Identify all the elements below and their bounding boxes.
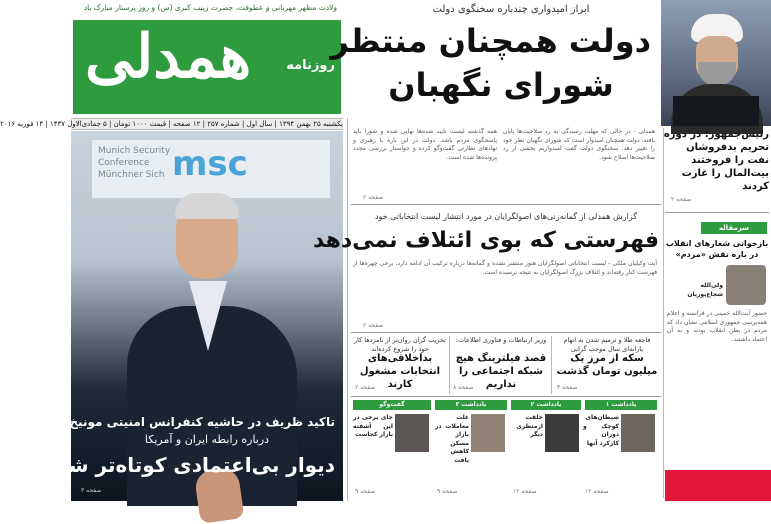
column-divider [347, 118, 348, 501]
masthead-tagline: ولادت مظهر مهربانی و عطوفت، حضرت زینب کبری (س) و روز پرستار مبارک باد [83, 3, 337, 12]
lead-headline-line-1[interactable]: دولت همچنان منتظر [330, 22, 651, 60]
lead-photo[interactable] [57, 131, 343, 501]
photo-page-ref: صفحه ۳ [81, 487, 102, 494]
brief-1-headline[interactable]: سکه از مرز یک میلیون تومان گذشت [556, 353, 658, 377]
lead-body-left: همه گذشته لیست تایید شده‌ها نهایی شده و شورا باید پاسخگوی مردم باشد. دولت در این باره با رهبری و نهادهای نظارتی گفت‌وگو کرده و خواستار بررسی مجدد پرونده‌ها شده است. [353, 128, 497, 161]
brief-divider [449, 336, 450, 394]
note-4-thumb [395, 414, 429, 452]
photo-caption-1: تاکید ظریف در حاشیه کنفرانس امنیتی مونیخ [69, 415, 335, 429]
newspaper-logo[interactable]: همدلی [85, 22, 252, 92]
note-2-thumb [545, 414, 579, 452]
brief-2-page-ref: صفحه ۸ [453, 384, 474, 391]
note-3-page-ref: صفحه ۹ [437, 488, 458, 495]
conference-backdrop [91, 139, 331, 199]
newspaper-logo-sub: روزنامه [286, 58, 335, 73]
second-kicker: گزارش همدلی از گمانه‌زنی‌های اصولگرایان در مورد انتشار لیست انتخاباتی خود [374, 212, 638, 221]
second-page-ref: صفحه ۲ [363, 322, 384, 329]
divider [351, 332, 661, 333]
president-page-ref: صفحه ۲ [671, 196, 692, 203]
brief-1-page-ref: صفحه ۴ [557, 384, 578, 391]
note-3-headline[interactable]: غلت معاملات در بازار مسکن کاهش یافت [435, 414, 469, 464]
divider [351, 204, 661, 205]
podium [673, 96, 759, 126]
brief-3-page-ref: صفحه ۲ [355, 384, 376, 391]
msc-line-1: Munich Security [98, 146, 171, 156]
brief-2-headline[interactable]: قصد فیلترینگ هیچ شبکه اجتماعی را نداریم [455, 353, 547, 390]
note-tab-1[interactable]: یادداشت ۱ [585, 400, 657, 410]
brief-divider [551, 336, 552, 394]
masthead [71, 0, 343, 118]
president-headline[interactable]: رئیس‌جمهور: در دوره تحریم بدفروشان نفت را فروختند بیت‌المال را غارت کردند [663, 129, 769, 192]
column-label: سرمقاله [701, 222, 767, 234]
brief-2-kicker: وزیر ارتباطات و فناوری اطلاعات: [455, 336, 547, 344]
date-strip: یکشنبه ۲۵ بهمن ۱۳۹۴ | سال اول | شماره ۲۵۷ | ۱۲ صفحه | قیمت ۱۰۰۰ تومان | ۵ جمادی‌الاول ۱۴۳۷ | ۱۴ فوریه ۲۰۱۶ [0, 120, 343, 128]
note-1-page-ref: صفحه ۱۲ [585, 488, 609, 495]
lead-body-right: همدلی - در حالی که مهلت رسیدگی به رد صلاحیت‌ها پایان یافته، دولت همچنان امیدوار است که شورای نگهبان نظر خود را تغییر دهد. سخنگوی دولت گفت امیدواریم بخشی از رد صلاحیت‌ها اصلاح شود. [503, 128, 655, 161]
photo-caption-2: درباره رابطه ایران و آمریکا [144, 433, 270, 446]
msc-line-2: Conference [98, 158, 150, 168]
note-tab-2[interactable]: یادداشت ۲ [511, 400, 581, 410]
note-1-headline[interactable]: شیطان‌های کوچک و دوران کارکرد آنها [583, 414, 619, 447]
second-body: آیت وکیلیان ملکی - لیست انتخاباتی اصولگرایان هنوز منتشر نشده و گمانه‌ها درباره ترکیب آن ادامه دارد. برخی چهره‌ها از فهرست کنار رفته‌اند و ائتلاف بزرگ اصولگرایان به نتیجه نرسیده است. [353, 260, 657, 276]
note-4-headline[interactable]: جای برخی در این آشفته بازار کجاست [353, 414, 393, 438]
note-3-thumb [471, 414, 505, 452]
president-photo[interactable] [661, 0, 771, 126]
author-avatar [726, 265, 766, 305]
second-headline[interactable]: فهرستی که بوی ائتلاف نمی‌دهد [312, 228, 659, 253]
divider [665, 212, 769, 213]
lead-kicker: ابراز امیدواری چندباره سخنگوی دولت [432, 4, 590, 15]
note-tab-3[interactable]: یادداشت ۳ [435, 400, 507, 410]
person-hair [175, 193, 239, 219]
msc-logo: msc [172, 144, 248, 184]
brief-3-kicker: تخریب گران روان‌تر از نامزدها کار خود را شروع کرده‌اند [354, 336, 446, 353]
note-tab-4[interactable]: گفت‌وگو [353, 400, 431, 410]
president-beard [698, 62, 736, 86]
note-2-headline[interactable]: خلقت ازمنظری دیگر [516, 414, 543, 438]
photo-headline[interactable]: دیوار بی‌اعتمادی کوتاه‌تر شد [57, 453, 335, 477]
brief-3-headline[interactable]: بداخلاقی‌های انتخابات مشغول کارند [359, 353, 441, 390]
column-headline[interactable]: بازخوانی شعارهای انقلاب در باره نقش «مردم» [665, 239, 769, 259]
note-2-page-ref: صفحه ۱۲ [513, 488, 537, 495]
msc-line-3: Münchner Sich [98, 170, 165, 180]
brief-1-kicker: فاجعه طلا و ترمیم شدن به اتهام یارانه‌ای سال موجب گرانی [563, 336, 651, 353]
column-divider [663, 128, 664, 498]
note-4-page-ref: صفحه ۹ [355, 488, 376, 495]
column-author: ولی‌الله شجاع‌پوریان [687, 282, 723, 298]
divider [351, 396, 661, 397]
column-body: حضور آیت‌الله خمینی در فرانسه و اعلام همه‌پرسی جمهوری اسلامی نشان داد که مردم در بطن انقلاب بودند و به آن اعتماد داشتند. [667, 310, 767, 343]
lead-headline-line-2[interactable]: شورای نگهبان [388, 66, 614, 104]
red-corner-banner [665, 470, 771, 501]
lead-page-ref: صفحه ۲ [363, 194, 384, 201]
note-1-thumb [621, 414, 655, 452]
